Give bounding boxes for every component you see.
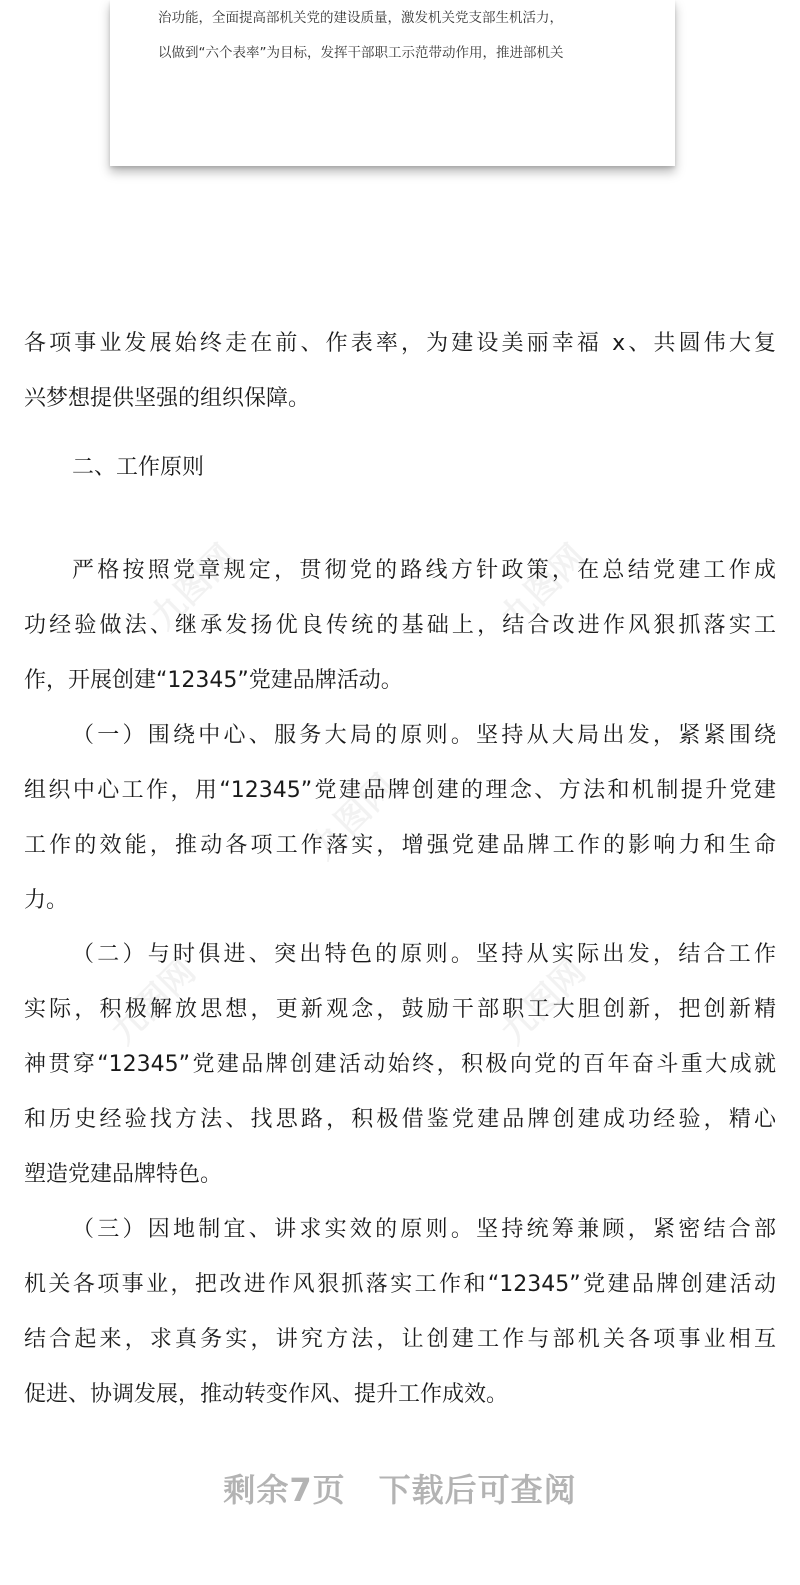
preview-text-line: 治功能，全面提高部机关党的建设质量，激发机关党支部生机活力， xyxy=(158,10,563,26)
watermark: 九图网 xyxy=(493,951,594,1053)
paragraph-line: （二）与时俱进、突出特色的原则。坚持从实际出发，结合工作 xyxy=(72,942,776,967)
paragraph-line: 工作的效能，推动各项工作落实，增强党建品牌工作的影响力和生命 xyxy=(24,833,776,858)
paragraph-line: （一）围绕中心、服务大局的原则。坚持从大局出发，紧紧围绕 xyxy=(72,723,776,748)
paragraph-line: 实际，积极解放思想，更新观念，鼓励干部职工大胆创新，把创新精 xyxy=(24,997,776,1022)
paragraph-line: （三）因地制宜、讲求实效的原则。坚持统筹兼顾，紧密结合部 xyxy=(72,1217,776,1242)
paragraph-line: 和历史经验找方法、找思路，积极借鉴党建品牌创建成功经验，精心 xyxy=(24,1107,776,1132)
paragraph-line: 各项事业发展始终走在前、作表率，为建设美丽幸福 x、共圆伟大复 xyxy=(24,331,776,356)
watermark: 九图网 xyxy=(143,536,244,638)
watermark: 九图网 xyxy=(493,536,594,638)
document-preview-card xyxy=(110,0,675,166)
paragraph-line: 力。 xyxy=(24,888,69,913)
paragraph-line: 促进、协调发展，推动转变作风、提升工作成效。 xyxy=(24,1382,509,1407)
paragraph-line: 机关各项事业，把改进作风狠抓落实工作和“12345”党建品牌创建活动 xyxy=(24,1272,776,1297)
paragraph-line: 作，开展创建“12345”党建品牌活动。 xyxy=(24,668,403,693)
paragraph-line: 严格按照党章规定，贯彻党的路线方针政策，在总结党建工作成 xyxy=(72,558,776,583)
paragraph-line: 兴梦想提供坚强的组织保障。 xyxy=(24,386,311,411)
paragraph-line: 结合起来，求真务实，讲究方法，让创建工作与部机关各项事业相互 xyxy=(24,1327,776,1352)
paragraph-line: 功经验做法、继承发扬优良传统的基础上，结合改进作风狠抓落实工 xyxy=(24,613,776,638)
preview-text-line: 以做到“六个表率”为目标，发挥干部职工示范带动作用，推进部机关 xyxy=(158,45,564,61)
section-heading: 二、工作原则 xyxy=(72,455,205,480)
paragraph-line: 神贯穿“12345”党建品牌创建活动始终，积极向党的百年奋斗重大成就 xyxy=(24,1052,776,1077)
watermark: 九图网 xyxy=(303,766,404,868)
paragraph-line: 塑造党建品牌特色。 xyxy=(24,1162,223,1187)
watermark: 九图网 xyxy=(103,951,204,1053)
remaining-pages-note[interactable]: 剩余7页 下载后可查阅 xyxy=(223,1471,577,1509)
paragraph-line: 组织中心工作，用“12345”党建品牌创建的理念、方法和机制提升党建 xyxy=(24,778,776,803)
